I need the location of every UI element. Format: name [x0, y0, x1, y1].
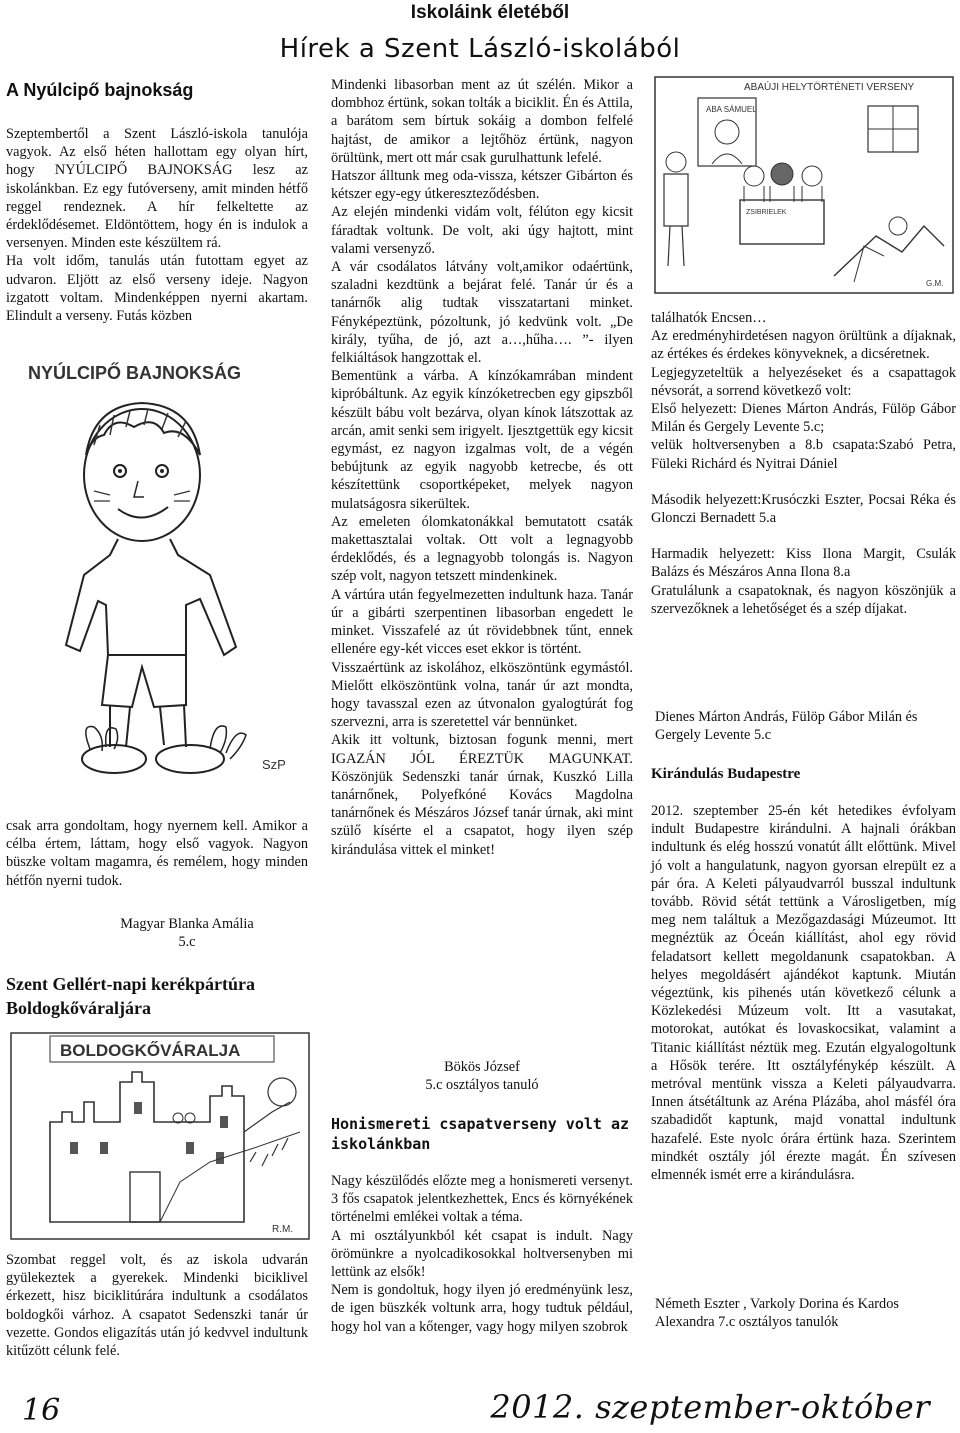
drawing-signature: SzP	[262, 757, 286, 772]
table-label: ZSIBRIELEK	[746, 209, 787, 216]
article-title-budapest: Kirándulás Budapestre	[651, 766, 801, 782]
page-title: Hírek a Szent László-iskolából	[279, 34, 681, 64]
paragraph: Az eredményhirdetésen nagyon örültünk a díjaknak, az értékes és érdekes könyveknek, a dicséretnek.	[651, 328, 956, 363]
article-kerekpartura-body	[331, 76, 633, 859]
author-block	[651, 1295, 960, 1331]
drawing-signature: G.M.	[926, 279, 944, 288]
paragraph: Ha volt időm, tanulás után futottam egyet az udvaron. Eljött az első verseny ideje. Nagyon izgatott voltam. Mindenképpen nyerni akartam. Elindult a verseny. Futás közben	[6, 253, 308, 325]
paragraph: A vártúra után fegyelmezetten indultunk haza. Tanár úr a gibárti szerpentinen libasorban engedett le minket. Visszafelé az út rövidebbnek tűnt, ennek ellenére egy-két vicces eset ekkor is történt.	[331, 586, 633, 658]
competition-drawing	[654, 76, 954, 294]
author-block	[651, 708, 960, 744]
paragraph: Második helyezett:Krusóczki Eszter, Pocsai Réka és Glonczi Bernadett 5.a	[651, 491, 956, 527]
paragraph: Harmadik helyezett: Kiss Ilona Margit, Csulák Balázs és Mészáros Anna Ilona 8.a	[651, 546, 956, 581]
paragraph: Az elején mindenki vidám volt, félúton egy kicsit fáradtak voltunk. De volt, aki úgy hajtott, mint valami versenyző.	[331, 204, 633, 257]
article-nyulcipo-intro	[6, 125, 308, 325]
paragraph: A vár csodálatos látvány volt,amikor odaértünk, szaladni kezdtünk a bejárat felé. Tanár úr és a tanárnők alig tudtak visszatartani minket. Fényképeztünk, pózoltunk, jó kedvünk volt. „De király, tyűha, de jó, azt a…,hűha…. ”- ilyen felkiáltások hangzottak el.	[331, 259, 633, 367]
paragraph: 2012. szeptember 25-én két hetedikes évfolyam indult Budapestre kirándulni. A hajnali órákban indultunk és elég hosszú vonatút állt előttünk. Mivel jó volt a hangulatunk, nagyon gyorsan elrepült ez a pár óra. A Keleti pályaudvarról busszal indultunk tovább. Rövid sétát tettünk a Városligetben, míg meg nem találtuk a Mezőgazdasági Múzeumot. Itt megnéztük az Óceán kiállítást, ahol egy rövid feladatsort kellett megoldanunk csapatokban. A helyes megoldásért ajándékot kaptunk. Miután végeztünk, kis pihenés után következő célunk a Közlekedési Múzeum volt. Itt a vasutakat, motorokat, autókat és lovaskocsikat, valamint a Titanic kiállítást néztük meg. Ezután elgyalogoltunk a Hősök terére. Itt osztályfénykép készült. A metróval mentünk vissza a Keleti pályaudvarra. Innen átsétáltunk az Aréna Plázába, ahol másfél óra szabadidőt kaptunk, majd vonattal indultunk hazafelé. Este nyolc órára értünk haza. Szerintem mindkét osztály jól érezte magát. Én szívesen elmennék ismét erre a kirándulásra.	[651, 803, 956, 1184]
paragraph: Szeptembertől a Szent László-iskola tanulója vagyok. Az első héten hallottam egy olyan hírt, hogy NYÚLCIPŐ BAJNOKSÁG lesz az iskolánkban. Ez egy futóverseny, amit minden hétfő reggel rendeznek. A hír felkeltette az érdeklődésemet. Eldöntöttem, hogy én is indulok a versenyen. Minden este készültem rá.	[6, 126, 308, 252]
paragraph: Bementünk a várba. A kínzókamrában mindent kipróbáltunk. Az egyik kínzóketrecben egy gipszből készült bábu volt bezárva, olyan kínok látszottak az arcán, amit senki sem irigyelt. Ijesztgettük egy kicsit egymást, ez nagyon izgalmas volt, de a végén bebújtunk az egyik nagyobb ketrecbe, és ott készítettünk csoportképeket, melyek nagyon mulatságosra sikerültek.	[331, 368, 633, 512]
author-name: Magyar Blanka Amália	[120, 916, 254, 932]
title-line: Boldogkőváraljára	[6, 998, 152, 1018]
runner-illustration	[14, 355, 310, 783]
article-title-honismereti	[331, 1114, 633, 1154]
paragraph: Szombat reggel volt, és az iskola udvarán gyülekeztek a gyerekek. Mindenki biciklivel érkezett, hisz biciklitúrára indultunk a csodálatos boldogkői várhoz. A csapatot Sedenszki tanár úr vezette. Gondos eligazítás után jó kedvvel indultunk kitűzött célunk felé.	[6, 1252, 308, 1360]
drawing-caption: ABAÚJI HELYTÖRTÉNETI VERSENY	[744, 82, 915, 93]
author-name: Dienes Márton András, Fülöp Gábor Milán és Gergely Levente 5.c	[655, 709, 918, 744]
drawing-caption: NYÚLCIPŐ BAJNOKSÁG	[28, 363, 242, 383]
article-title-kerekpartura	[6, 972, 308, 1020]
title-line: Honismereti csapatverseny volt az	[331, 1115, 630, 1133]
title-line: iskolánkban	[331, 1135, 431, 1153]
paragraph: Az emeleten ólomkatonákkal bemutatott csaták makettasztalai voltak. Ott volt a legnagyobb érdeklődés, és a legnagyobb tolongás is. Nagyon szép volt, nagyon tetszett mindenkinek.	[331, 513, 633, 585]
castle-drawing	[10, 1032, 310, 1240]
author-name: Németh Eszter , Varkoly Dorina és Kardos Alexandra 7.c osztályos tanulók	[655, 1296, 899, 1331]
paragraph: Visszaértünk az iskolához, elköszöntünk egymástól. Mielőtt elköszöntünk volna, tanár úr azt mondta, hogy tavasszal ezen az útvonalon gyalogtúrát fog szervezni, arra is szeretettel vár bennünket.	[331, 659, 633, 731]
article-honismereti-body	[651, 309, 956, 618]
author-block	[6, 915, 368, 951]
article-kerekpartura-intro	[6, 1251, 308, 1360]
author-class: 5.c	[178, 934, 196, 951]
article-budapest-body	[651, 802, 956, 1184]
runner-drawing	[14, 355, 310, 783]
author-name: Bökös József	[444, 1059, 520, 1075]
page-number: 16	[22, 1393, 61, 1428]
paragraph: Legjegyzeteltük a helyezéseket és a csapattagok névsorát, a sorrend következő volt:	[651, 364, 956, 399]
issue-date: 2012. szeptember-október	[490, 1388, 930, 1426]
paragraph: Hatszor álltunk meg oda-vissza, kétszer Gibárton és kétszer egy-egy útkereszteződésben.	[331, 168, 633, 203]
castle-illustration	[10, 1032, 310, 1240]
paragraph: Gratulálunk a csapatoknak, és nagyon köszönjük a szervezőknek a lehetőséget és a szép díjakat.	[651, 582, 956, 617]
paragraph: Nagy készülődés előzte meg a honismereti versenyt. 3 fős csapatok jelentkezhettek, Encs és környékének történelmi emlékei voltak a téma.	[331, 1173, 633, 1226]
author-block	[331, 1058, 633, 1094]
title-line: Szent Gellért-napi kerékpártúra	[6, 974, 255, 994]
article-nyulcipo-end	[6, 817, 308, 890]
article-honismereti-intro	[331, 1172, 633, 1336]
paragraph: velük holtversenyben a 8.b csapata:Szabó Petra, Füleki Richárd és Nyitrai Dániel	[651, 437, 956, 472]
drawing-caption: BOLDOGKŐVÁRALJA	[60, 1041, 241, 1060]
paragraph: találhatók Encsen…	[651, 310, 767, 326]
paragraph: Mindenki libasorban ment az út szélén. Mikor a dombhoz értünk, sokan tolták a biciklit. Én és Attila, a barátom sem bírtuk sokáig a dombon felfelé hajtást, de amikor a lejtőhöz értünk, nagyon örültünk, mert ott már csak gurulhattunk lefelé.	[331, 77, 633, 166]
paragraph: A mi osztályunkból két csapat is indult. Nagy örömünkre a nyolcadikosokkal holtversenyben mi lettünk az elsők!	[331, 1227, 633, 1281]
paragraph: Nem is gondoltuk, hogy ilyen jó eredményünk lesz, de igen büszkék voltunk arra, hogy tudtuk például, hogy hol van a kőtenger, vagy hogy milyen szobrok	[331, 1282, 633, 1335]
section-header: Iskoláink életéből	[410, 2, 570, 23]
paragraph: Akik itt voltunk, biztosan fogunk menni, mert IGAZÁN JÓL ÉREZTÜK MAGUNKAT. Köszönjük Sedenszki tanár úrnak, Kuszkó Lilla tanárnőnek, Polyefkóné Kovács Magdolna tanárnőnek és Mészáros József tanár úrnak, aki mint szülő kísérte el a csapatot, hogy ilyen szép kirándulása vittek el minket!	[331, 732, 633, 858]
author-class: 5.c osztályos tanuló	[425, 1077, 539, 1094]
paragraph: Első helyezett: Dienes Márton András, Fülöp Gábor Milán és Gergely Levente 5.c;	[651, 401, 956, 436]
article-title-nyulcipo: A Nyúlcipő bajnokság	[6, 80, 194, 100]
paragraph: csak arra gondoltam, hogy nyernem kell. Amikor a célba értem, láttam, hogy első vagyok. Nagyon büszke voltam magamra, és remélem, hogy minden hétfőn nyerni tudok.	[6, 818, 308, 889]
portrait-label: ABA SÁMUEL	[706, 105, 757, 114]
competition-illustration	[654, 76, 954, 294]
drawing-signature: R.M.	[272, 1224, 294, 1235]
